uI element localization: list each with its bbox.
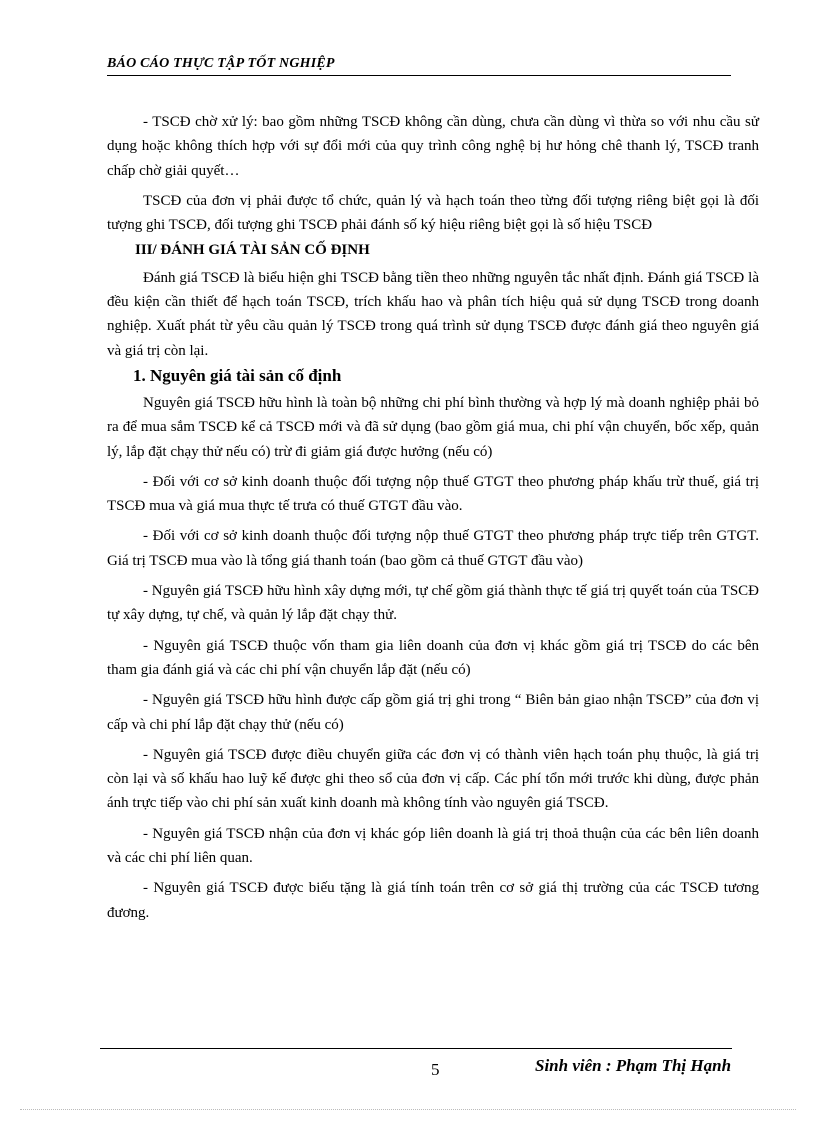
paragraph: - TSCĐ chờ xử lý: bao gồm những TSCĐ không cần dùng, chưa cần dùng vì thừa so với nhu cầu sử dụng hoặc không thích hợp với sự đổi mới của quy trình công nghệ bị hư hỏng chê thanh lý, TSCĐ tranh chấp chờ giải quyết… — [107, 114, 759, 179]
paragraph: - Nguyên giá TSCĐ hữu hình xây dựng mới, tự chế gồm giá thành thực tế giá trị quyết toán của TSCĐ tự xây dựng, tự chế, và quản lý lắp đặt chạy thử. — [107, 583, 759, 624]
paragraph: - Nguyên giá TSCĐ hữu hình được cấp gồm giá trị ghi trong “ Biên bản giao nhận TSCĐ” của đơn vị cấp và chi phí lắp đặt chạy thử (nếu có) — [107, 692, 759, 733]
section-heading: III/ ĐÁNH GIÁ TÀI SẢN CỐ ĐỊNH — [135, 242, 370, 259]
page-header: BÁO CÁO THỰC TẬP TỐT NGHIỆP — [107, 56, 731, 76]
paragraph: - Nguyên giá TSCĐ thuộc vốn tham gia liên doanh của đơn vị khác gồm giá trị TSCĐ do các bên tham gia đánh giá và các chi phí vận chuyển lắp đặt (nếu có) — [107, 637, 759, 678]
paragraph: - Nguyên giá TSCĐ được biếu tặng là giá tính toán trên cơ sở giá thị trường của các TSCĐ tương đương. — [107, 880, 759, 921]
paragraph: TSCĐ của đơn vị phải được tổ chức, quản lý và hạch toán theo từng đối tượng riêng biệt gọi là đối tượng ghi TSCĐ, đối tượng ghi TSCĐ phải đánh số ký hiệu riêng biệt gọi là số hiệu TSCĐ — [107, 192, 759, 234]
paragraph: - Nguyên giá TSCĐ nhận của đơn vị khác góp liên doanh là giá trị thoả thuận của các bên liên doanh và các chi phí liên quan. — [107, 825, 759, 867]
paragraph: Đánh giá TSCĐ là biểu hiện ghi TSCĐ bằng tiền theo những nguyên tắc nhất định. Đánh giá TSCĐ là đều kiện cần thiết để hạch toán TSCĐ, trích khấu hao và phân tích hiệu quả sử dụng TSCĐ trong doanh nghiệp. Xuất phát từ yêu cầu quản lý TSCĐ trong quá trình sử dụng TSCĐ được đánh giá theo nguyên giá và giá trị còn lại. — [107, 269, 759, 359]
paragraph: - Nguyên giá TSCĐ được điều chuyển giữa các đơn vị có thành viên hạch toán phụ thuộc, là giá trị còn lại và số khấu hao luỹ kế được ghi theo sổ của đơn vị cấp. Các phí tổn mới trước khi dùng, được phản ánh trực tiếp vào chi phí sản xuất kinh doanh mà không tính vào nguyên giá TSCĐ. — [107, 746, 759, 812]
paragraph: - Đối với cơ sở kinh doanh thuộc đối tượng nộp thuế GTGT theo phương pháp khấu trừ thuế, giá trị TSCĐ mua và giá mua thực tế trưa có thuế GTGT đầu vào. — [107, 473, 759, 515]
page-bottom-dotted-rule — [20, 1109, 796, 1110]
page-number: 5 — [431, 1060, 440, 1079]
footer-divider — [100, 1048, 732, 1049]
document-body — [107, 110, 759, 931]
paragraph: - Đối với cơ sở kinh doanh thuộc đối tượng nộp thuế GTGT theo phương pháp trực tiếp trên GTGT. Giá trị TSCĐ mua vào là tổng giá thanh toán (bao gồm cả thuế GTGT đầu vào) — [107, 528, 759, 569]
subsection-heading: 1. Nguyên giá tài sản cố định — [133, 365, 342, 385]
footer-student-name: Sinh viên : Phạm Thị Hạnh — [535, 1056, 732, 1075]
paragraph: Nguyên giá TSCĐ hữu hình là toàn bộ những chi phí bình thường và hợp lý mà doanh nghiệp phải bỏ ra để mua sắm TSCĐ kể cả TSCĐ mới và đã sử dụng (bao gồm giá mua, chi phí vận chuyển, bốc xếp, quản lý, lắp đặt chạy thử nếu có) trừ đi giảm giá được hưởng (nếu có) — [107, 394, 759, 460]
